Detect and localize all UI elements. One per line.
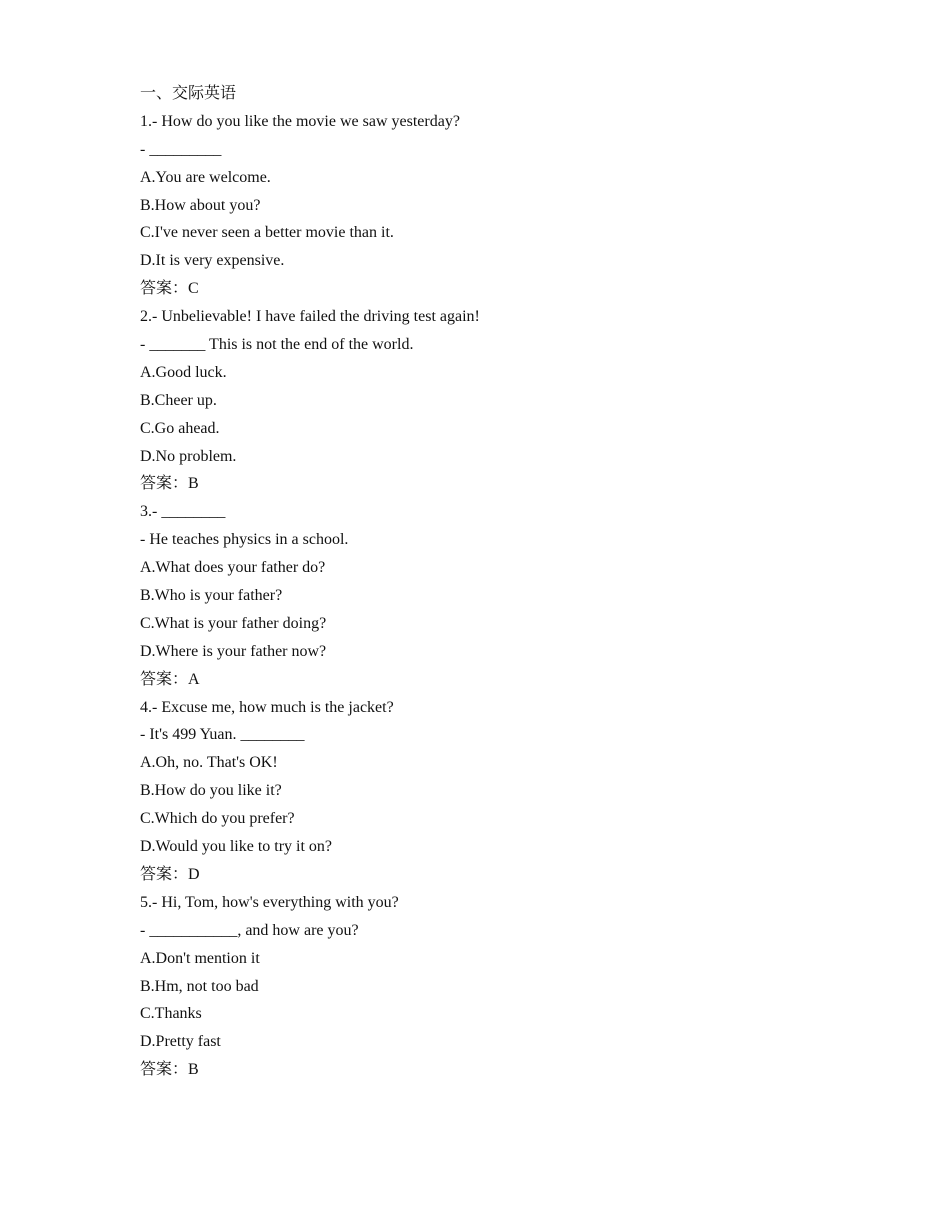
option-a: A.Good luck.	[140, 363, 227, 381]
option-b: B.Cheer up.	[140, 391, 217, 409]
option-c: C.What is your father doing?	[140, 614, 327, 632]
question-reply: - ___________, and how are you?	[140, 921, 359, 939]
question-prompt: 3.- ________	[140, 503, 226, 521]
question-reply: - It's 499 Yuan. ________	[140, 726, 305, 744]
option-d: D.Where is your father now?	[140, 642, 327, 660]
option-b: B.How about you?	[140, 196, 261, 214]
question-prompt: 5.- Hi, Tom, how's everything with you?	[140, 893, 399, 911]
option-a: A.Don't mention it	[140, 949, 260, 967]
option-d: D.Pretty fast	[140, 1033, 221, 1051]
option-b: B.How do you like it?	[140, 782, 282, 800]
option-c: C.I've never seen a better movie than it.	[140, 224, 394, 242]
option-a: A.What does your father do?	[140, 559, 326, 577]
option-a: A.Oh, no. That's OK!	[140, 754, 278, 772]
option-b: B.Who is your father?	[140, 587, 283, 605]
answer-line: 答案：B	[140, 475, 199, 493]
option-c: C.Go ahead.	[140, 419, 220, 437]
option-c: C.Which do you prefer?	[140, 810, 295, 828]
answer-line: 答案：C	[140, 280, 199, 298]
document-content	[140, 80, 840, 1084]
option-d: D.Would you like to try it on?	[140, 838, 333, 856]
question-block	[140, 498, 840, 693]
question-block	[140, 694, 840, 889]
question-reply: - He teaches physics in a school.	[140, 531, 349, 549]
question-reply: - _________	[140, 140, 222, 158]
option-a: A.You are welcome.	[140, 168, 271, 186]
question-prompt: 1.- How do you like the movie we saw yesterday?	[140, 112, 460, 130]
answer-line: 答案：A	[140, 670, 200, 688]
question-block	[140, 303, 840, 498]
answer-line: 答案：D	[140, 865, 200, 883]
answer-line: 答案：B	[140, 1061, 199, 1079]
question-prompt: 2.- Unbelievable! I have failed the driving test again!	[140, 308, 480, 326]
option-b: B.Hm, not too bad	[140, 977, 259, 995]
question-block	[140, 889, 840, 1084]
section-title: 一、交际英语	[140, 85, 237, 102]
option-d: D.No problem.	[140, 447, 237, 465]
question-reply: - _______ This is not the end of the world.	[140, 336, 414, 354]
question-prompt: 4.- Excuse me, how much is the jacket?	[140, 698, 394, 716]
question-block	[140, 108, 840, 303]
option-d: D.It is very expensive.	[140, 252, 285, 270]
option-c: C.Thanks	[140, 1005, 202, 1023]
